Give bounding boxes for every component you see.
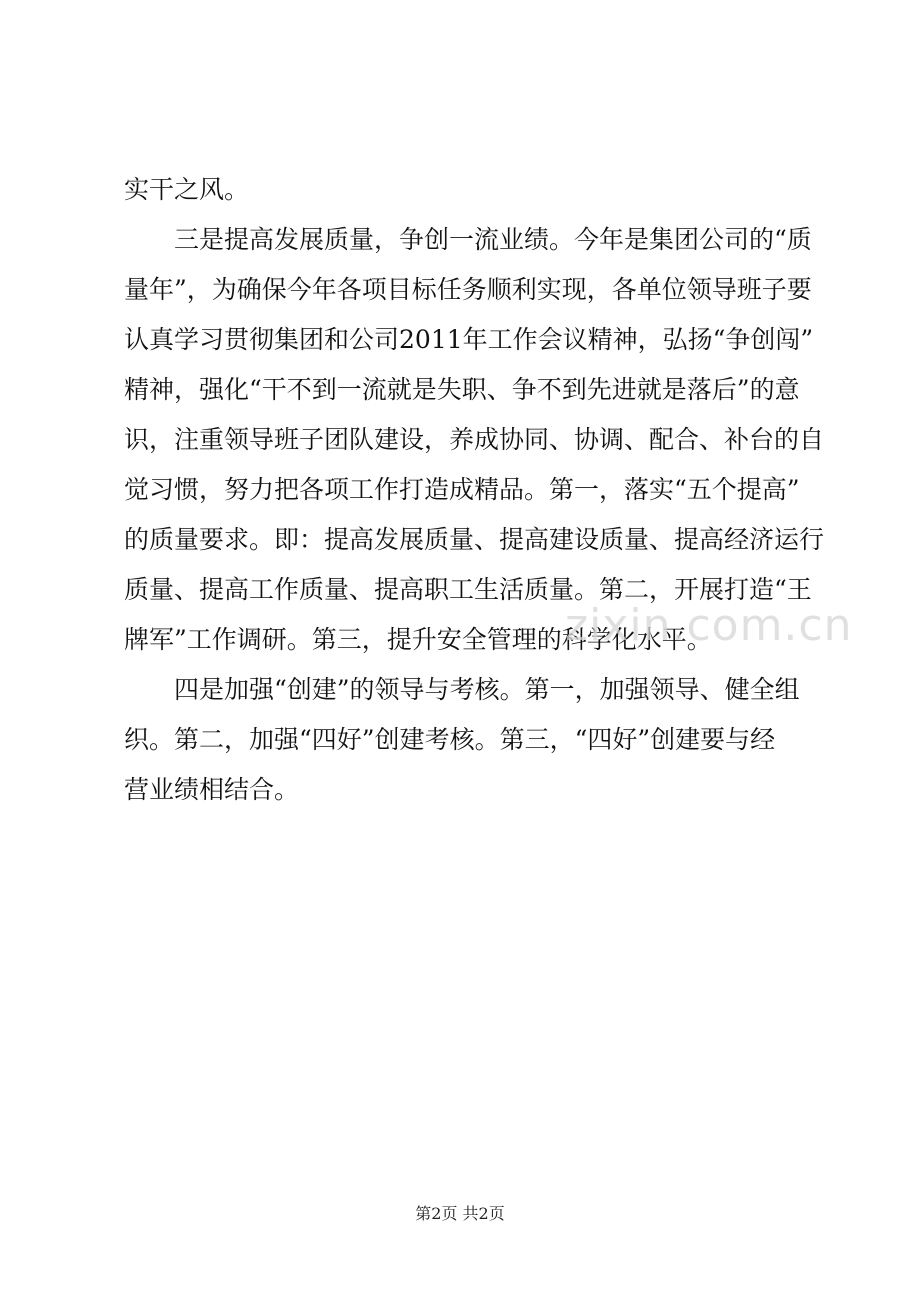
page-footer: 第2页 共2页 (415, 1204, 505, 1223)
body-text-line: 量年”，为确保今年各项目标任务顺利实现，各单位领导班子要 (124, 275, 812, 304)
body-text-line: 三是提高发展质量，争创一流业绩。今年是集团公司的“质 (124, 225, 812, 254)
body-text-line: 质量、提高工作质量、提高职工生活质量。第二，开展打造“王 (124, 575, 812, 604)
body-text-line: 织。第二，加强“四好”创建考核。第三，“四好”创建要与经 (124, 725, 776, 754)
body-text-line: 觉习惯，努力把各项工作打造成精品。第一，落实“五个提高” (124, 475, 800, 504)
body-text-line: 营业绩相结合。 (124, 775, 300, 804)
watermark: zixin.com.cn (565, 600, 853, 651)
body-text-line: 实干之风。 (124, 175, 250, 204)
body-text-line: 的质量要求。即：提高发展质量、提高建设质量、提高经济运行 (124, 525, 825, 554)
body-text-line: 牌军”工作调研。第三，提升安全管理的科学化水平。 (124, 625, 712, 654)
body-text-line: 认真学习贯彻集团和公司2011年工作会议精神，弘扬“争创闯” (124, 325, 814, 354)
body-text-line: 四是加强“创建”的领导与考核。第一，加强领导、健全组 (124, 675, 800, 704)
body-text-line: 识，注重领导班子团队建设，养成协同、协调、配合、补台的自 (124, 425, 825, 454)
body-text-line: 精神，强化“干不到一流就是失职、争不到先进就是落后”的意 (124, 375, 800, 404)
